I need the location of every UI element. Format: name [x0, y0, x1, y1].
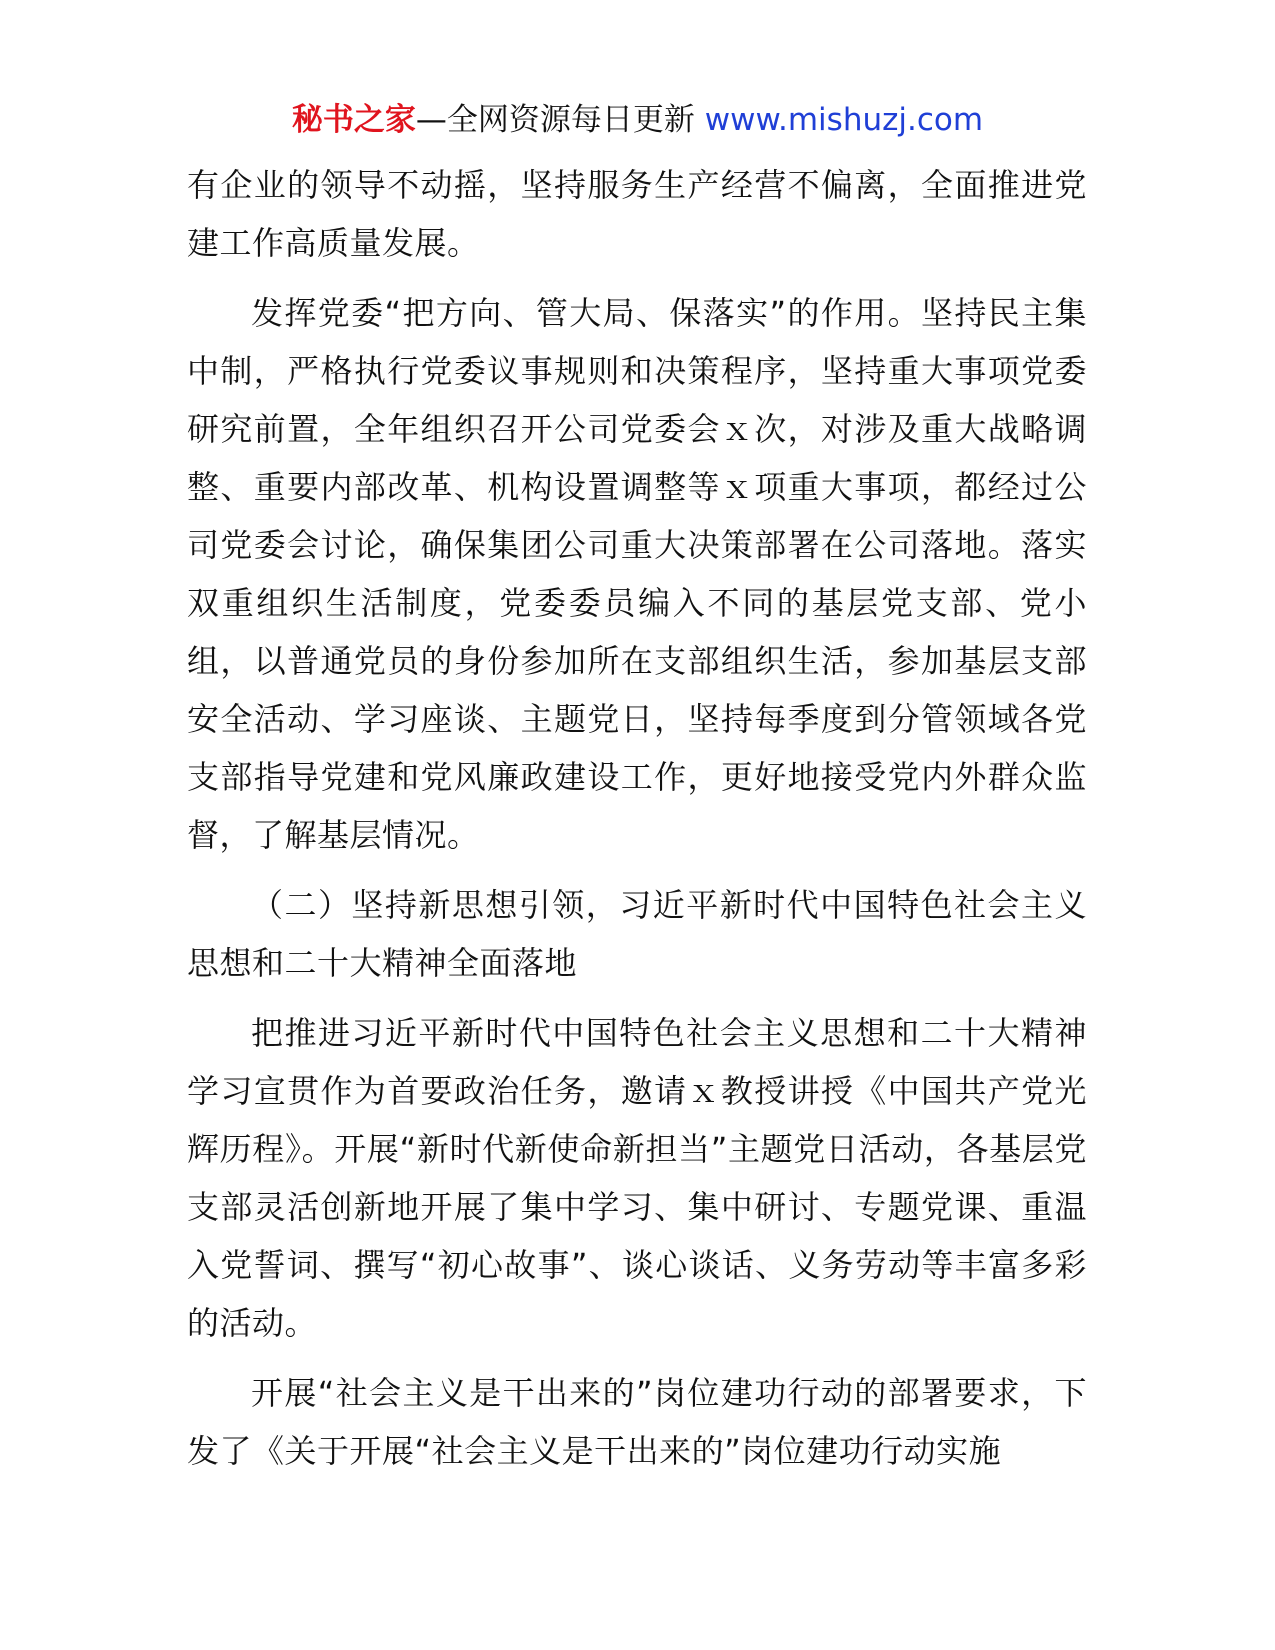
header-tagline: —全网资源每日更新: [415, 102, 705, 138]
paragraph-continuation: 有企业的领导不动摇，坚持服务生产经营不偏离，全面推进党建工作高质量发展。: [187, 166, 1087, 262]
document-body: [187, 156, 1087, 1492]
paragraph-post-action: 开展“社会主义是干出来的”岗位建功行动的部署要求，下发了《关于开展“社会主义是干出来的”岗位建功行动实施: [187, 1374, 1087, 1470]
header-brand: 秘书之家: [291, 102, 416, 138]
paragraph-study-campaign: 把推进习近平新时代中国特色社会主义思想和二十大精神学习宣贯作为首要政治任务，邀请ｘ教授讲授《中国共产党光辉历程》。开展“新时代新使命新担当”主题党日活动，各基层党支部灵活创新地开展了集中学习、集中研讨、专题党课、重温入党誓词、撰写“初心故事”、谈心谈话、义务劳动等丰富多彩的活动。: [187, 1014, 1087, 1342]
section-heading-2: （二）坚持新思想引领，习近平新时代中国特色社会主义思想和二十大精神全面落地: [187, 886, 1087, 982]
page-header: [0, 96, 1275, 144]
header-url[interactable]: www.mishuzj.com: [704, 102, 984, 138]
paragraph-party-committee-role: 发挥党委“把方向、管大局、保落实”的作用。坚持民主集中制，严格执行党委议事规则和决策程序，坚持重大事项党委研究前置，全年组织召开公司党委会ｘ次，对涉及重大战略调整、重要内部改革、机构设置调整等ｘ项重大事项，都经过公司党委会讨论，确保集团公司重大决策部署在公司落地。落实双重组织生活制度，党委委员编入不同的基层党支部、党小组，以普通党员的身份参加所在支部组织生活，参加基层支部安全活动、学习座谈、主题党日，坚持每季度到分管领域各党支部指导党建和党风廉政建设工作，更好地接受党内外群众监督，了解基层情况。: [187, 294, 1087, 854]
